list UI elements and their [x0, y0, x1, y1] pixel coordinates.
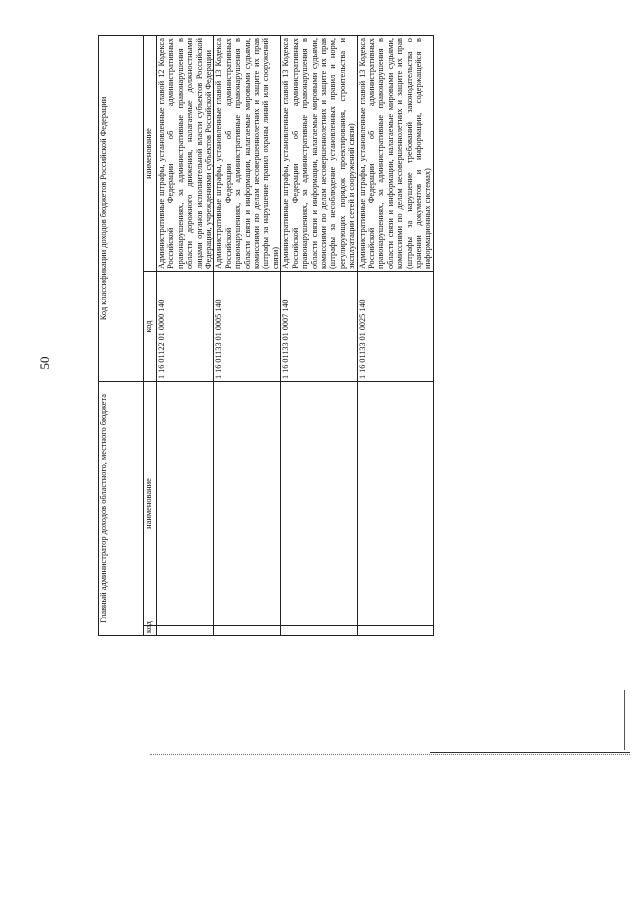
- admin-code-cell: [281, 626, 357, 636]
- rotated-table-inner: [98, 36, 478, 636]
- admin-name-cell: [157, 382, 214, 626]
- table-row: [357, 36, 433, 636]
- admin-name-cell: [281, 382, 357, 626]
- admin-code-cell: [357, 626, 433, 636]
- header-row-groups: [99, 36, 144, 636]
- row-code: 1 16 01122 01 0000 140: [157, 272, 214, 382]
- row-code: 1 16 01133 01 0025 140: [357, 272, 433, 382]
- row-description: Административные штрафы, установленные главой 12 Кодекса Российской Федерации об административных правонарушениях, за административные правонарушения в области дорожного движения, налагаемые должностными лицами органов исполнительной власти субъектов Российской Федерации, учреждениями субъектов Российской Федерации: [157, 36, 214, 272]
- scan-solid-line: [430, 752, 630, 753]
- admin-name-header: наименование: [144, 382, 157, 626]
- budget-group-header: Код классификации доходов бюджетов Российской Федерации: [99, 36, 144, 382]
- rotated-table-wrapper: [98, 36, 478, 636]
- page-number: 50: [37, 356, 52, 370]
- admin-code-header: код: [144, 626, 157, 636]
- admin-code-cell: [214, 626, 281, 636]
- admin-code-cell: [157, 626, 214, 636]
- revenue-classification-table: [98, 35, 434, 636]
- header-row-columns: [144, 36, 157, 636]
- budget-code-header: код: [144, 272, 157, 382]
- row-description: Административные штрафы, установленные главой 13 Кодекса Российской Федерации об административных правонарушениях, за административные правонарушения в области связи и информации, налагаемые мировыми судьями, комиссиями по делам несовершеннолетних и защите их прав (штрафы за нарушение правил охраны линий или сооружений связи): [214, 36, 281, 272]
- row-code: 1 16 01133 01 0007 140: [281, 272, 357, 382]
- budget-name-header: наименование: [144, 36, 157, 272]
- row-description: Административные штрафы, установленные главой 13 Кодекса Российской Федерации об административных правонарушениях, за административные правонарушения в области связи и информации, налагаемые мировыми судьями, комиссиями по делам несовершеннолетних и защите их прав (штрафы за нарушение требований законодательства о хранении документов и информации, содержащейся в информационных системах): [357, 36, 433, 272]
- table-row: [214, 36, 281, 636]
- admin-name-cell: [357, 382, 433, 626]
- admin-group-header: Главный администратор доходов областного, местного бюджета: [99, 382, 144, 636]
- table-row: [281, 36, 357, 636]
- admin-name-cell: [214, 382, 281, 626]
- row-code: 1 16 01133 01 0005 140: [214, 272, 281, 382]
- scan-edge-line: [624, 690, 625, 750]
- scan-dotted-line: [150, 754, 630, 755]
- table-row: [157, 36, 214, 636]
- row-description: Административные штрафы, установленные главой 13 Кодекса Российской Федерации об административных правонарушениях, за административные правонарушения в области связи и информации, налагаемые мировыми судьями, комиссиями по делам несовершеннолетних и защите их прав (штрафы за несоблюдение установленных правил и норм, регулирующих порядок проектирования, строительства и эксплуатации сетей и сооружений связи): [281, 36, 357, 272]
